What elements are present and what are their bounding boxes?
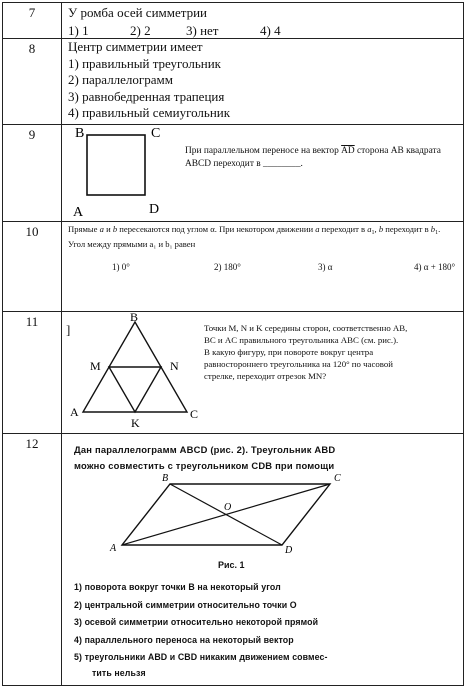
answer-option: 3) равнобедренная трапеция (68, 88, 225, 104)
question-text-part: . (438, 224, 441, 234)
vertex-label-k: K (131, 416, 140, 430)
question-row-9 (3, 125, 464, 222)
question-text-part: сторона AB квадрата ABCD переходит в (185, 146, 441, 169)
answer-option: 2) центральной симметрии относительно точки O (74, 599, 297, 610)
line-a1: a (367, 224, 372, 234)
figure-caption: Рис. 1 (218, 560, 245, 570)
vertex-label-n: N (170, 359, 179, 373)
parallelogram-figure (102, 472, 402, 562)
vertex-label-b: B (162, 473, 169, 484)
question-text-line: можно совместить с треугольником CDB при помощи (74, 460, 335, 471)
question-text-part: переходит в (319, 224, 368, 234)
question-text-line: стрелке, переходит отрезок MN? (204, 371, 327, 381)
question-text-part: При параллельном переносе на вектор (185, 146, 342, 156)
question-text-line: Точки M, N и K середины сторон, соответственно AB, (204, 323, 408, 333)
question-text (185, 145, 463, 171)
vertex-label-c: C (190, 407, 199, 421)
question-text: У ромба осей симметрии (68, 5, 208, 20)
vertex-label-d: D (149, 202, 160, 217)
answer-option: 1) поворота вокруг точки B на некоторый угол (74, 582, 281, 592)
question-text-part: , (374, 224, 379, 234)
line-b: b (378, 224, 384, 234)
question-text-part: переходит в (383, 224, 431, 234)
question-number: 12 (3, 434, 62, 686)
answer-option: 4) правильный семиугольник (68, 105, 231, 120)
line-a: a (315, 224, 320, 234)
vector-ad: $\overline{AD}$ (341, 146, 355, 156)
vertex-label-c: C (151, 126, 161, 141)
question-row-12 (3, 434, 464, 686)
question-number: 8 (3, 39, 62, 125)
question-row-8 (3, 39, 464, 125)
question-cell (62, 125, 464, 222)
question-number: 9 (3, 125, 62, 222)
answer-option: 2) 180° (214, 262, 241, 272)
bracket-mark: ] (66, 322, 71, 337)
question-text-part: Прямые (68, 224, 100, 234)
answer-blank: ________. (263, 159, 303, 169)
question-text-line: Дан параллелограмм ABCD (рис. 2). Треугольник ABD (74, 444, 336, 455)
question-text (74, 442, 335, 474)
question-row-7 (3, 3, 464, 39)
diagonal-bd (170, 484, 282, 545)
answer-options (74, 579, 328, 679)
question-text-line: В какую фигуру, при повороте вокруг центра (204, 347, 374, 357)
answer-option: 4) параллельного переноса на некоторый вектор (74, 634, 294, 645)
answer-options (62, 262, 463, 282)
question-cell (62, 312, 464, 434)
vertex-label-a: A (70, 405, 79, 419)
answer-option: 5) треугольники ABD и CBD никаким движением совмес- (74, 652, 328, 662)
vertex-label-b: B (75, 126, 85, 141)
vertex-label-d: D (285, 545, 293, 556)
question-text-part: и (103, 224, 113, 234)
question-cell (62, 434, 464, 686)
question-text (204, 322, 464, 382)
vertex-label-m: M (90, 359, 101, 373)
question-text-part: пересекаются под углом α. При некотором движении (117, 224, 316, 234)
center-label-o: O (224, 502, 232, 513)
answer-option: 1) правильный треугольник (68, 55, 221, 71)
answer-option: 3) осевой симметрии относительно некоторой прямой (74, 617, 319, 627)
answer-option: 3) нет (186, 22, 219, 38)
question-number: 10 (3, 222, 62, 312)
question-row-10 (3, 222, 464, 312)
question-number: 7 (3, 3, 62, 39)
answer-option: 4) 4 (260, 22, 281, 38)
square-figure (62, 125, 182, 221)
question-cell (62, 39, 464, 125)
question-text-line2: Угол между прямыми a₁ и b₁ равен (68, 239, 196, 249)
answer-option: 2) параллелограмм (68, 72, 173, 87)
triangle-mnk (109, 367, 161, 412)
answer-option: 1) 0° (112, 262, 130, 272)
answer-option: 3) α (318, 262, 333, 272)
vertex-label-c: C (334, 473, 341, 484)
answer-option-continuation: тить нельзя (92, 667, 146, 678)
vertex-label-a: A (73, 205, 84, 220)
answer-option: 4) α + 180° (414, 262, 456, 272)
question-row-11 (3, 312, 464, 434)
question-cell (62, 222, 464, 312)
question-text-line: равностороннего треугольника на 120° по часовой (204, 359, 393, 369)
question-number: 11 (3, 312, 62, 434)
answer-options (62, 21, 463, 39)
answer-option: 2) 2 (130, 22, 151, 38)
vertex-label-a: A (110, 543, 117, 554)
triangle-figure (62, 312, 212, 433)
line-b: b (112, 224, 118, 234)
vertex-label-b: B (130, 312, 139, 324)
square-abcd (87, 135, 145, 195)
question-cell (62, 3, 464, 39)
test-table (2, 2, 464, 686)
question-text-line: BC и AC правильного треугольника ABC (см. рис.). (204, 335, 399, 345)
question-text (62, 222, 463, 239)
line-a: a (99, 224, 104, 234)
line-b1: b (430, 224, 436, 234)
subscript: 1 (435, 230, 439, 236)
subscript: 1 (371, 230, 375, 236)
answer-option: 1) 1 (68, 22, 89, 38)
question-text: Центр симметрии имеет (68, 39, 203, 54)
